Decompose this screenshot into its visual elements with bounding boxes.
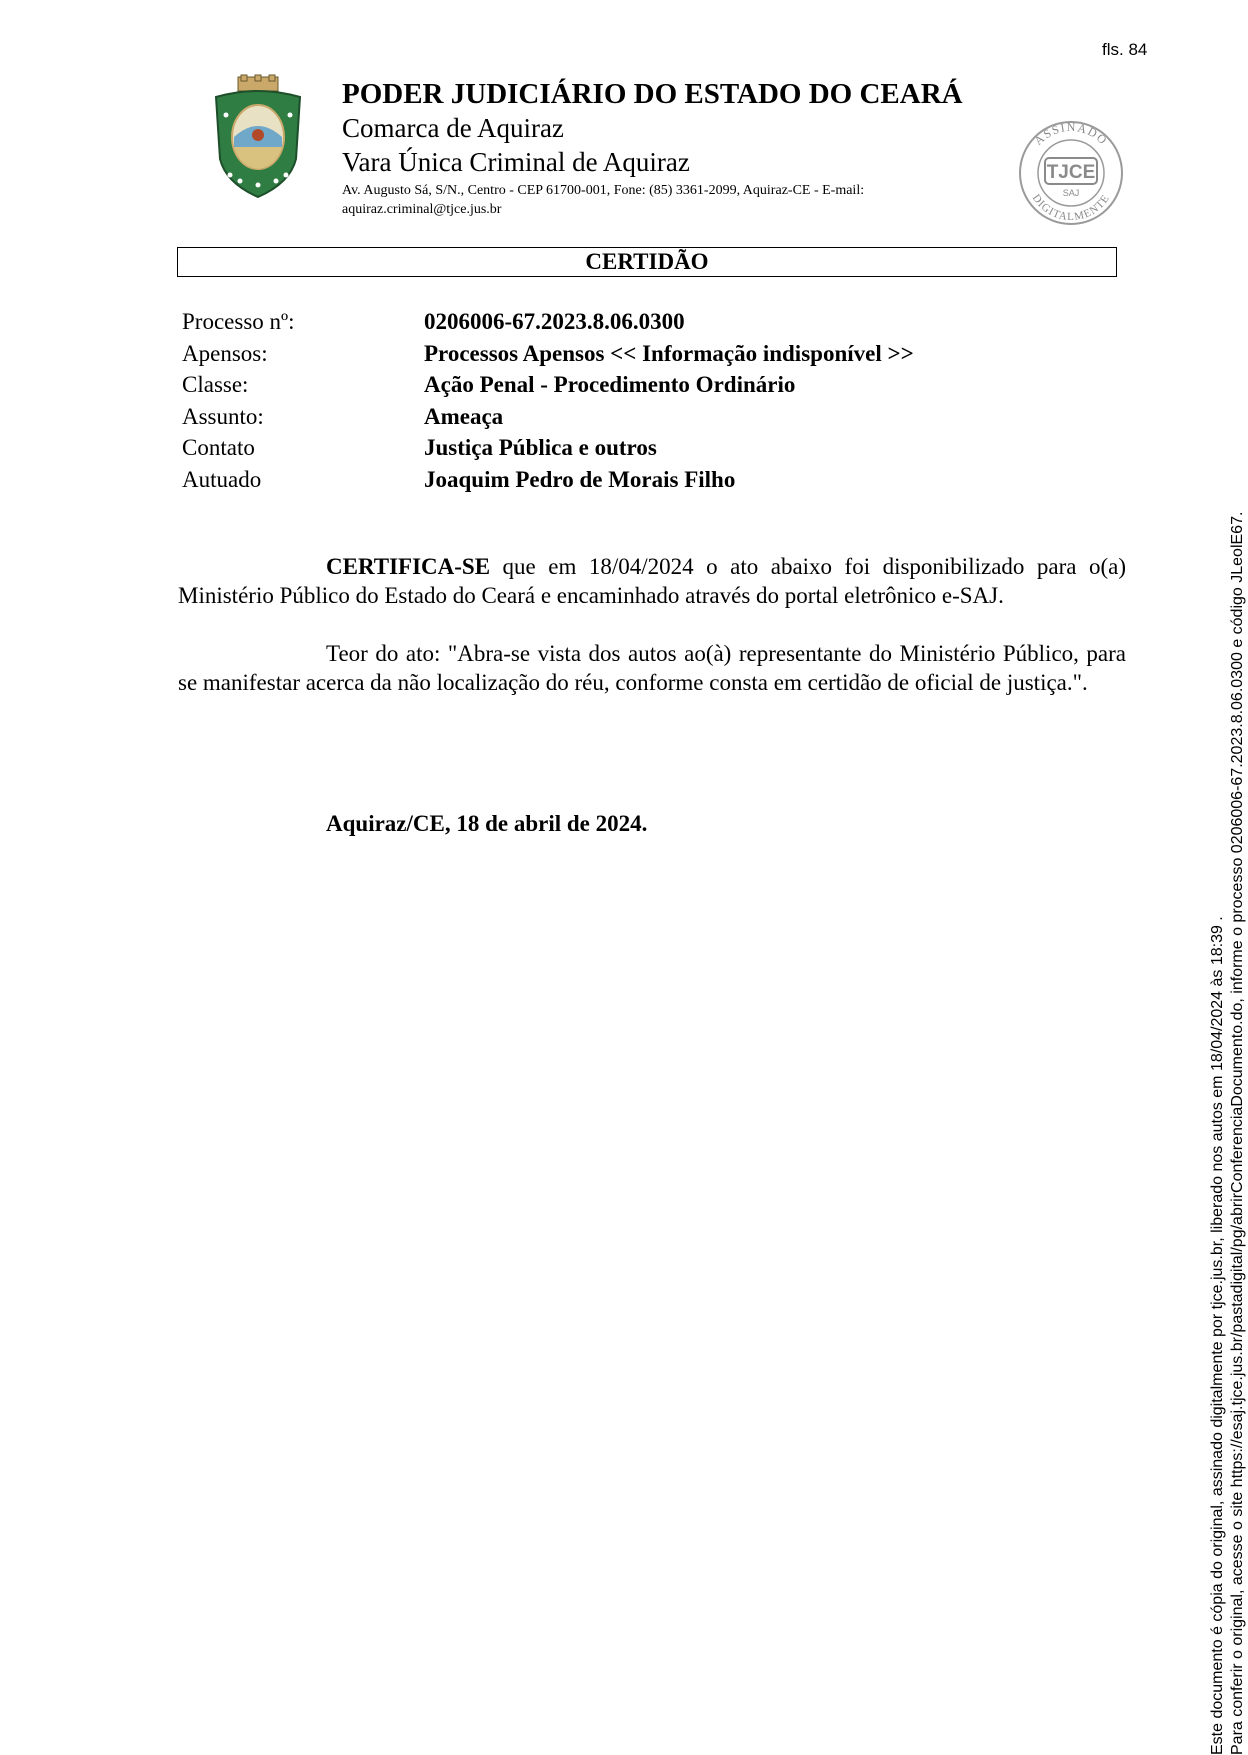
field-value: Joaquim Pedro de Morais Filho: [424, 466, 736, 492]
digital-signature-seal: [1015, 120, 1127, 226]
seal-center-text: TJCE: [1046, 162, 1096, 183]
court-name: PODER JUDICIÁRIO DO ESTADO DO CEARÁ: [342, 78, 963, 110]
certification-text: que em 18/04/2024 o ato abaixo foi disponibilizado para o(a) Ministério Público do Estado do Ceará e encaminhado através do portal eletrônico e-SAJ.: [178, 554, 1126, 608]
field-value: Ameaça: [424, 403, 504, 429]
field-label: Autuado: [182, 466, 262, 492]
document-title: [177, 247, 1117, 277]
field-label: Assunto:: [182, 403, 264, 429]
field-label: Apensos:: [182, 340, 268, 366]
field-value: Ação Penal - Procedimento Ordinário: [424, 372, 796, 397]
comarca-name: Comarca de Aquiraz: [342, 113, 564, 143]
certifica-se-label: CERTIFICA-SE: [326, 554, 491, 579]
seal-top-text: ASSINADO: [1031, 120, 1111, 148]
page-number: fls. 84: [1102, 40, 1148, 59]
field-value: Processos Apensos << Informação indisponível >>: [424, 340, 914, 366]
vara-name: Vara Única Criminal de Aquiraz: [342, 147, 690, 177]
place-date-line: Aquiraz/CE, 18 de abril de 2024.: [326, 811, 648, 836]
seal-sub-text: SAJ: [1062, 188, 1080, 198]
field-label: Classe:: [182, 372, 249, 397]
address-line-2: aquiraz.criminal@tjce.jus.br: [342, 202, 502, 217]
document-title-text: CERTIDÃO: [585, 249, 709, 274]
field-label: Processo nº:: [182, 309, 295, 334]
svg-text:ASSINADO: [1031, 120, 1110, 148]
ceara-coat-of-arms-icon: [210, 75, 306, 199]
court-address: [342, 181, 1002, 219]
seal-bottom-text: DIGITALMENTE: [1029, 192, 1113, 224]
field-value: Justiça Pública e outros: [424, 435, 657, 460]
act-content-paragraph: Teor do ato: "Abra-se vista dos autos ao(à) representante do Ministério Público, para se manifestar acerca da não localização do réu, conforme consta em certidão de oficial de justiça.".: [178, 641, 1126, 695]
authenticity-side-note: [1208, 285, 1248, 1755]
side-note-line-1: Este documento é cópia do original, assinado digitalmente por tjce.jus.br, liberado nos autos em 18/04/2024 às 18:39 .: [1209, 916, 1226, 1755]
address-line-1: Av. Augusto Sá, S/N., Centro - CEP 61700-001, Fone: (85) 3361-2099, Aquiraz-CE - E-mail:: [342, 183, 865, 198]
side-note-line-2: Para conferir o original, acesse o site https://esaj.tjce.jus.br/pastadigital/pg/abrirConferenciaDocumento.do, informe o processo 0206006-67.2023.8.06.0300 e código JLeolE67.: [1229, 511, 1246, 1755]
field-value: 0206006-67.2023.8.06.0300: [424, 309, 685, 334]
certification-paragraph: [178, 552, 1126, 610]
field-label: Contato: [182, 435, 255, 460]
